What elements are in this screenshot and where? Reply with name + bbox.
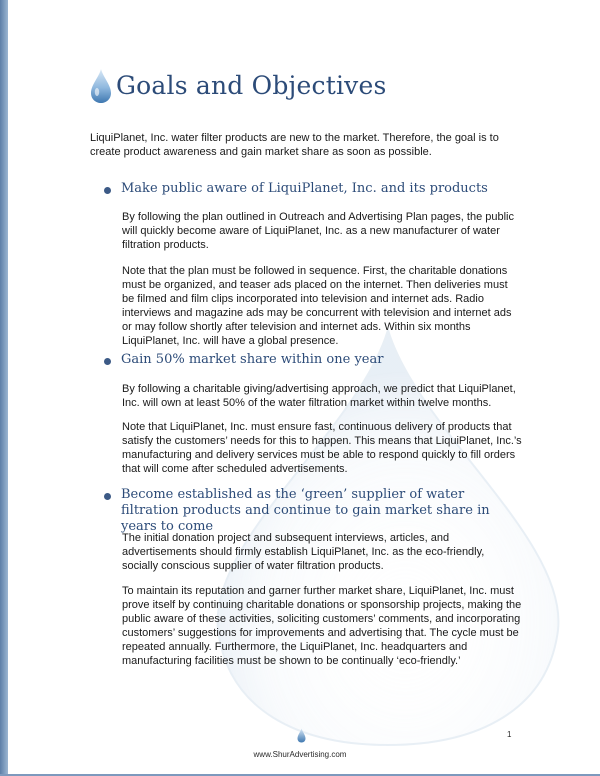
bullet-heading-text: Gain 50% market share within one year [121,352,384,367]
body-paragraph: By following the plan outlined in Outreach and Advertising Plan pages, the public will quickly become aware of LiquiPlanet, Inc. as a new manufacturer of water filtration products. [122,211,514,251]
page-number: 1 [507,730,512,739]
bullet-heading-text: Become established as the ‘green’ supplier of water filtration products and continue to gain market share in years to come [121,487,490,534]
water-drop-icon [90,68,112,104]
bullet-heading-text: Make public aware of LiquiPlanet, Inc. and its products [121,181,488,196]
intro-paragraph: LiquiPlanet, Inc. water filter products are new to the market. Therefore, the goal is to create product awareness and gain market share as soon as possible. [90,132,499,158]
bullet-icon [104,493,111,500]
bullet-icon [104,187,111,194]
body-paragraph: The initial donation project and subsequent interviews, articles, and advertisements should firmly establish LiquiPlanet, Inc. as the eco-friendly, socially conscious supplier of water filtration products. [122,532,485,572]
body-paragraph: By following a charitable giving/advertising approach, we predict that LiquiPlanet, Inc. will own at least 50% of the water filtration market within twelve months. [122,383,516,409]
body-paragraph: Note that the plan must be followed in sequence. First, the charitable donations must be organized, and teaser ads placed on the internet. Then deliveries must be filmed and film clips incorporated into television and internet ads. Radio interviews and magazine ads may be concurrent with television and internet ads or may follow shortly after television and internet ads. Within six months LiquiPlanet, Inc. will have a global presence. [122,265,512,347]
left-border-bar [0,0,8,776]
bullet-icon [104,358,111,365]
water-drop-icon [297,728,306,743]
body-paragraph: Note that LiquiPlanet, Inc. must ensure fast, continuous delivery of products that satisfy the customers’ needs for this to happen. This means that LiquiPlanet, Inc.’s manufacturing and delivery services must be able to respond quickly to fill orders that will come after scheduled advertisements. [122,421,522,475]
body-paragraph: To maintain its reputation and garner further market share, LiquiPlanet, Inc. must prove itself by continuing charitable donations or sponsorship projects, making the public aware of these activities, soliciting customers’ comments, and incorporating customers’ suggestions for improvements and advertising that. The cycle must be repeated annually. Furthermore, the LiquiPlanet, Inc. headquarters and manufacturing facilities must be shown to be continually ‘eco-friendly.’ [122,585,522,667]
bullet-heading [104,352,516,368]
bullet-heading [104,181,516,197]
page-title: Goals and Objectives [116,71,387,100]
footer-website-url: www.ShurAdvertising.com [253,750,347,759]
bullet-heading [104,487,516,535]
title-row [90,63,387,108]
